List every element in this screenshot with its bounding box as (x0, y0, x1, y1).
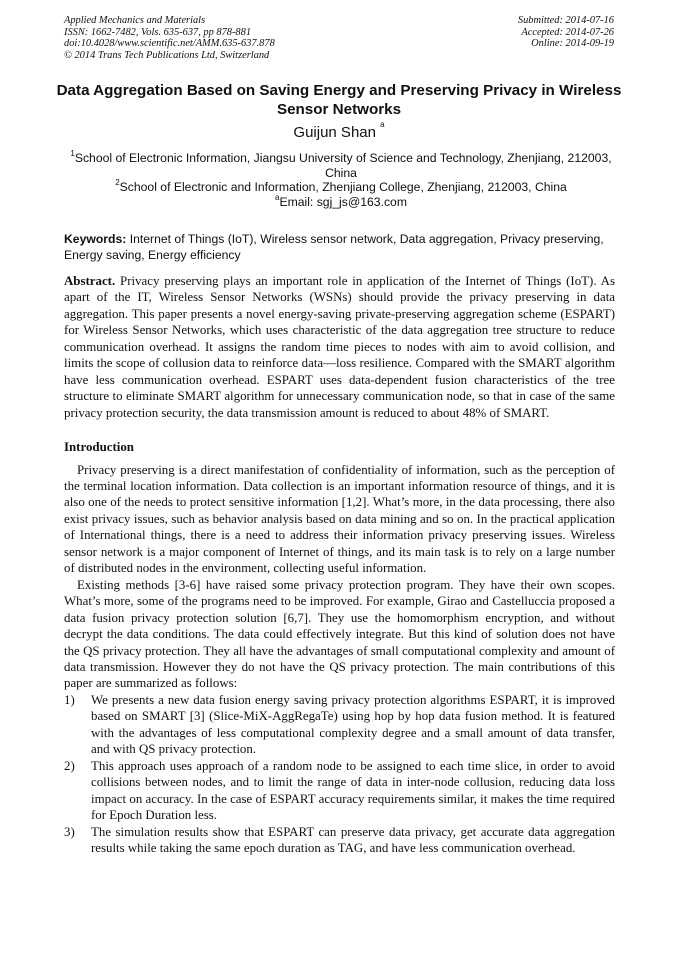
list-text: This approach uses approach of a random node to be assigned to each time slice, in order to avoid collisions between nodes, and to limit the range of data in inter-node collusion, reducing data loss impact on accuracy. In the case of ESPART accuracy requirements similar, it makes the time required for Epoch Duration less. (91, 758, 615, 823)
list-item (64, 758, 615, 824)
author-name: Guijun Shan (293, 124, 376, 141)
affiliations (56, 151, 626, 209)
email (56, 192, 626, 210)
issn: ISSN: 1662-7482, Vols. 635-637, pp 878-881 (64, 26, 252, 38)
abstract-label: Abstract. (64, 274, 116, 288)
online-date: Online: 2014-09-19 (531, 38, 614, 50)
email-sup: a (275, 192, 280, 202)
keywords-label: Keywords: (64, 232, 127, 246)
copyright: © 2014 Trans Tech Publications Ltd, Switzerland (64, 49, 270, 61)
keywords-text: Internet of Things (IoT), Wireless sensor network, Data aggregation, Privacy preserving, Energy saving, Energy efficiency (64, 232, 604, 262)
intro-heading: Introduction (64, 440, 134, 455)
list-number: 3) (64, 824, 75, 839)
author-sup: a (380, 120, 385, 129)
email-text: Email: sgj_js@163.com (279, 194, 407, 209)
intro-paragraph: Privacy preserving is a direct manifestation of confidentiality of information, such as the perception of the terminal location information. Data collection is an important information resource of things, and it is also one of the needs to protect sensitive information [1,2]. What’s more, in the data processing, there also exist privacy issues, such as behavior analysis based on data mining and so on. In the practical application of International things, there is a need to address their information privacy preserving issues. Wireless sensor network is a major component of Internet of things, and its main task is to rely on a large number of distributed nodes in the environment, collecting useful information. (64, 462, 615, 576)
affiliation-text: School of Electronic Information, Jiangsu University of Science and Technology, Zhenjiang, 212003, China (74, 151, 612, 180)
body (64, 273, 615, 856)
paper-title: Data Aggregation Based on Saving Energy and Preserving Privacy in Wireless Sensor Networks (56, 82, 622, 118)
intro-paragraph: Existing methods [3-6] have raised some privacy protection program. They have their own scopes. What’s more, some of the programs need to be improved. For example, Girao and Castelluccia proposed a data fusion privacy protection solution [6,7]. They use the homomorphism encryption, and without decrypt the data conditions. The data could effectively integrate. But this kind of solution does not have the QS privacy protection. They all have the advantages of small computational complexity and amount of data transmission. However they do not have the QS privacy protection. The main contributions of this paper are summarized as follows: (64, 577, 615, 691)
doi: doi:10.4028/www.scientific.net/AMM.635-637.878 (64, 38, 275, 50)
affiliation-sup: 2 (115, 178, 120, 187)
affiliation-1 (56, 151, 626, 180)
list-number: 1) (64, 692, 75, 707)
abstract-text: Privacy preserving plays an important role in application of the Internet of Things (IoT). As apart of the IT, Wireless Sensor Networks (WSNs) should provide the privacy preserving in data aggregation. This paper presents a novel energy-saving private-preserving aggregation scheme (ESPART) for Wireless Sensor Networks, which uses characteristic of the data aggregation tree structure to reduce communication overhead. It assigns the random time pieces to nodes with aim to avoid collision, and limits the scope of collusion data to reinforce data—loss resilience. Compared with the SMART algorithm have less communication overhead. ESPART uses data-dependent fusion characteristics of the tree structure to eliminate SMART algorithm for unnecessary communication node, so that in case of the same privacy protection security, the data transmission amount is reduced to about 48% of SMART. (64, 274, 615, 420)
dates (518, 15, 614, 50)
list-text: The simulation results show that ESPART can preserve data privacy, get accurate data aggregation results while taking the same epoch duration as TAG, and have less communication overhead. (91, 824, 615, 855)
keywords (64, 231, 617, 263)
list-text: We presents a new data fusion energy saving privacy protection algorithms ESPART, it is improved based on SMART [3] (Slice-MiX-AggRegaTe) using hop by hop data fusion method. It is featured with the advantages of less computational complexity degree and a small amount of data transfer, and with QS privacy protection. (91, 692, 615, 757)
accepted-date: Accepted: 2014-07-26 (521, 26, 614, 38)
list-number: 2) (64, 758, 75, 773)
author (0, 120, 678, 141)
abstract (64, 273, 615, 421)
affiliation-2 (56, 180, 626, 195)
list-item (64, 692, 615, 758)
journal-info (64, 15, 275, 61)
submitted-date: Submitted: 2014-07-16 (517, 15, 614, 26)
affiliation-text: School of Electronic and Information, Zhenjiang College, Zhenjiang, 212003, China (119, 180, 567, 194)
list-item (64, 824, 615, 857)
journal-name: Applied Mechanics and Materials (64, 15, 206, 26)
affiliation-sup: 1 (70, 149, 75, 158)
